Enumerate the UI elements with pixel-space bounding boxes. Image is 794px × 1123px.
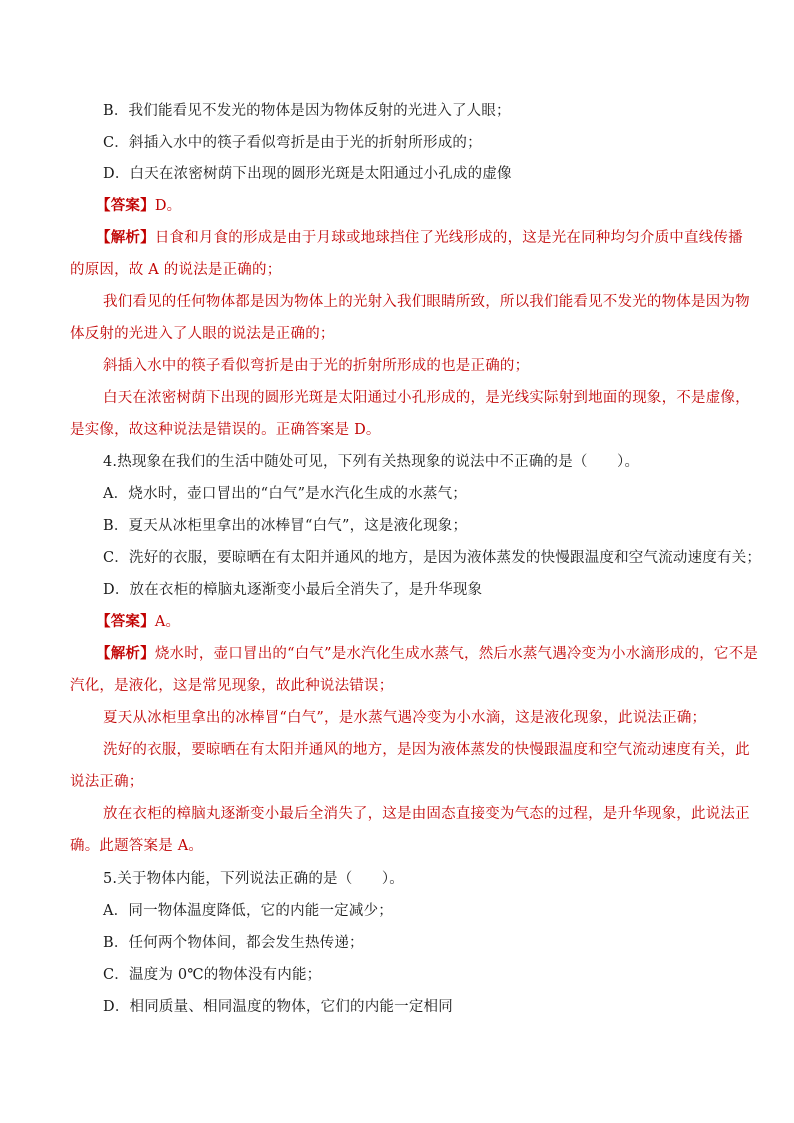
q4-analysis-line-5: 说法正确； [70, 774, 144, 790]
analysis-tag: 【解析】 [96, 229, 155, 246]
q5-option-c: C．温度为 0℃的物体没有内能； [103, 967, 322, 983]
answer-value: D。 [154, 198, 182, 214]
q4-option-b: B．夏天从冰柜里拿出的冰棒冒“白气”，这是液化现象； [103, 518, 468, 534]
analysis-text: 日食和月食的形成是由于月球或地球挡住了光线形成的，这是光在同种均匀介质中直线传播 [154, 230, 743, 246]
q3-answer [96, 196, 181, 216]
q3-analysis-line-1 [96, 228, 743, 248]
q3-analysis-line-6: 白天在浓密树荫下出现的圆形光斑是太阳通过小孔形成的，是光线实际射到地面的现象，不是虚像， [103, 390, 750, 406]
answer-tag: 【答案】 [96, 197, 155, 214]
answer-tag: 【答案】 [96, 613, 155, 630]
q3-analysis-line-3: 我们看见的任何物体都是因为物体上的光射入我们眼睛所致，所以我们能看见不发光的物体是因为物 [103, 294, 750, 310]
q4-stem: 4.热现象在我们的生活中随处可见，下列有关热现象的说法中不正确的是（ ）。 [103, 454, 640, 470]
q4-analysis-line-1 [96, 644, 758, 664]
q3-analysis-line-5: 斜插入水中的筷子看似弯折是由于光的折射所形成的也是正确的； [103, 358, 530, 374]
q3-option-d: D．白天在浓密树荫下出现的圆形光斑是太阳通过小孔成的虚像 [103, 166, 512, 182]
q4-analysis-line-2: 汽化，是液化，这是常见现象，故此种说法错误； [70, 678, 394, 694]
q4-option-d: D．放在衣柜的樟脑丸逐渐变小最后全消失了，是升华现象 [103, 582, 483, 598]
q4-analysis-line-4: 洗好的衣服，要晾晒在有太阳并通风的地方，是因为液体蒸发的快慢跟温度和空气流动速度有关，此 [103, 742, 750, 758]
answer-value: A。 [154, 614, 181, 630]
q4-option-a: A．烧水时，壶口冒出的“白气”是水汽化生成的水蒸气； [103, 486, 467, 502]
q5-option-a: A．同一物体温度降低，它的内能一定减少； [103, 903, 393, 919]
q3-analysis-line-4: 体反射的光进入了人眼的说法是正确的； [70, 326, 335, 342]
q4-analysis-line-7: 确。此题答案是 A。 [70, 838, 204, 854]
q4-option-c: C．洗好的衣服，要晾晒在有太阳并通风的地方，是因为液体蒸发的快慢跟温度和空气流动速度有关； [103, 550, 762, 566]
analysis-tag: 【解析】 [96, 645, 155, 662]
q3-analysis-line-7: 是实像，故这种说法是错误的。正确答案是 D。 [70, 422, 381, 438]
q5-stem: 5.关于物体内能，下列说法正确的是（ ）。 [103, 871, 404, 887]
q5-option-d: D．相同质量、相同温度的物体，它们的内能一定相同 [103, 999, 453, 1015]
q4-answer [96, 612, 180, 632]
q3-option-c: C．斜插入水中的筷子看似弯折是由于光的折射所形成的； [103, 135, 482, 151]
q4-analysis-line-3: 夏天从冰柜里拿出的冰棒冒“白气”，是水蒸气遇冷变为小水滴，这是液化现象，此说法正确； [103, 710, 707, 726]
q4-analysis-line-6: 放在衣柜的樟脑丸逐渐变小最后全消失了，这是由固态直接变为气态的过程，是升华现象，此说法正 [103, 806, 750, 822]
q5-option-b: B．任何两个物体间，都会发生热传递； [103, 935, 364, 951]
analysis-text: 烧水时，壶口冒出的“白气”是水汽化生成水蒸气，然后水蒸气遇冷变为小水滴形成的，它不是 [154, 646, 759, 662]
q3-option-b: B．我们能看见不发光的物体是因为物体反射的光进入了人眼； [103, 103, 511, 119]
q3-analysis-line-2: 的原因，故 A 的说法是正确的； [70, 262, 282, 278]
